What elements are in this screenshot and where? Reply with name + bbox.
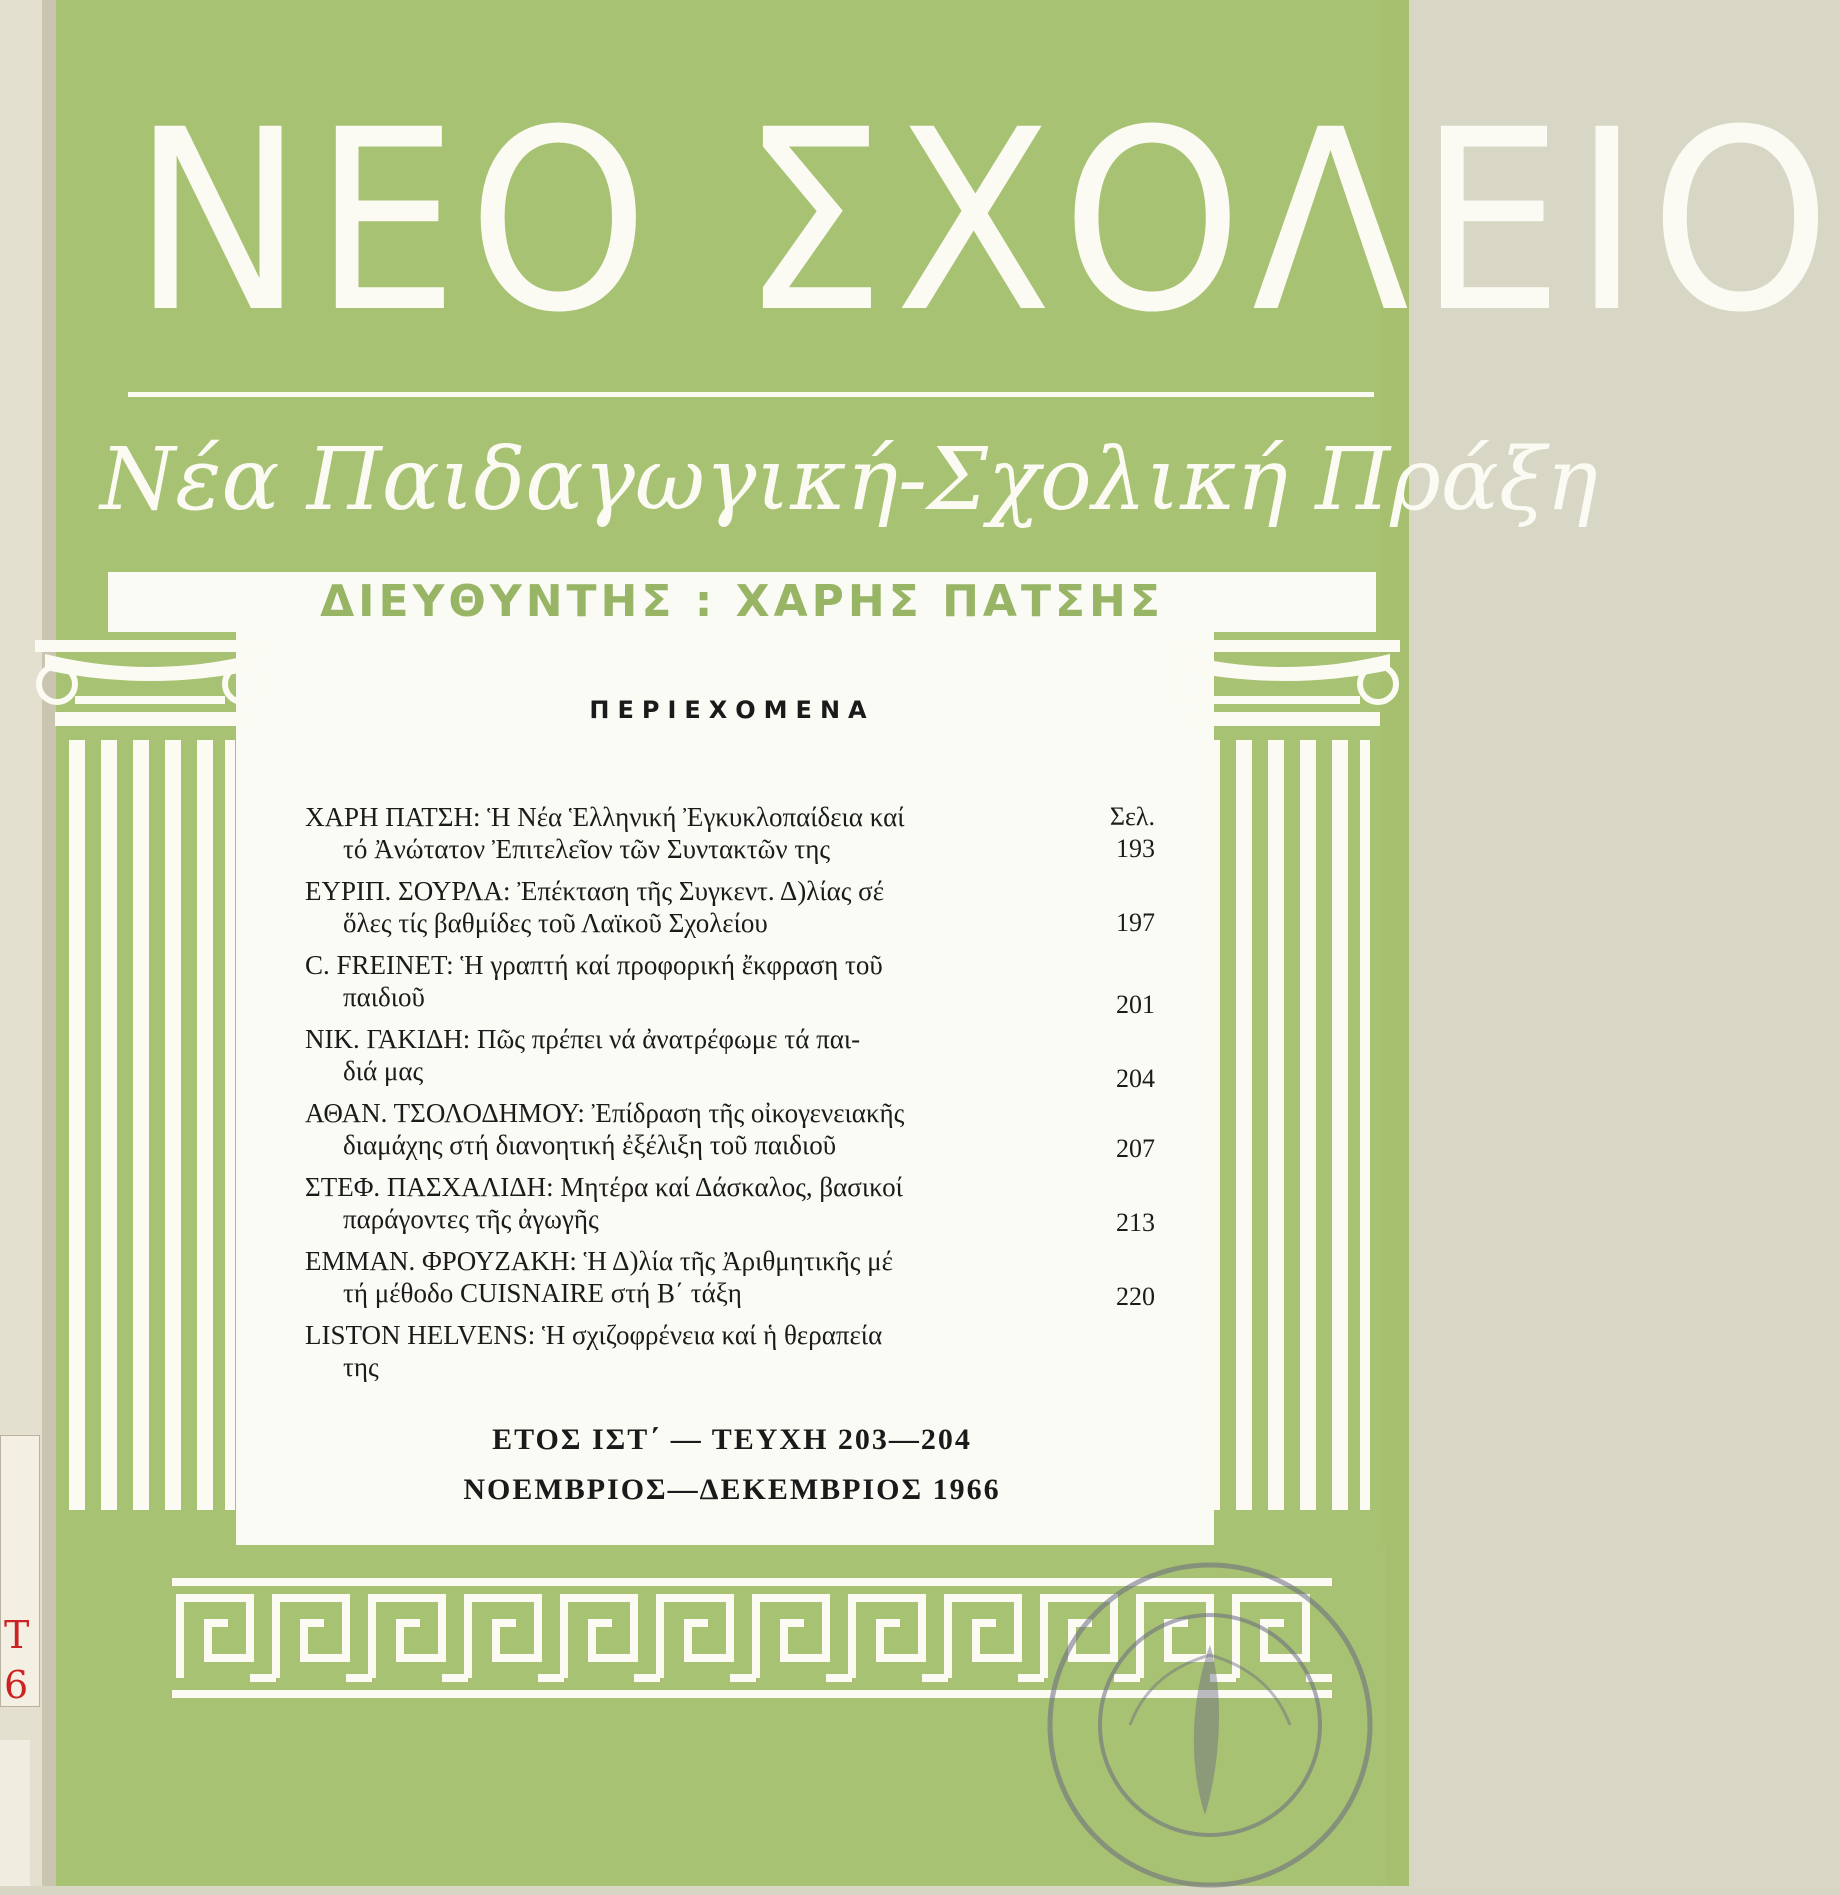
toc-entry-line1: ΕΥΡΙΠ. ΣΟΥΡΛΑ: Ἐπέκταση τῆς Συγκεντ. Δ)λίας σέ xyxy=(305,876,885,906)
toc-entry-line1: ΝΙΚ. ΓΑΚΙΔΗ: Πῶς πρέπει νά ἀνατρέφωμε τά παι- xyxy=(305,1024,861,1054)
table-of-contents xyxy=(305,800,1155,1392)
binding-shadow xyxy=(42,0,56,1886)
director-band xyxy=(108,568,1376,632)
toc-entry xyxy=(305,1244,1155,1318)
column-capital-icon xyxy=(35,640,265,730)
toc-entry xyxy=(305,1022,1155,1096)
toc-entry-page: 193 xyxy=(1116,834,1155,863)
meander-unit xyxy=(468,1598,564,1678)
toc-entry-page: 207 xyxy=(1116,1134,1155,1163)
magazine-title: ΝΕΟ ΣΧΟΛΕΙΟ xyxy=(132,76,1840,367)
magazine-subtitle: Νέα Παιδαγωγική-Σχολική Πράξη xyxy=(100,430,1598,530)
left-ionic-column xyxy=(55,640,245,1510)
column-shaft xyxy=(65,740,235,1510)
right-ionic-column xyxy=(1190,640,1380,1510)
column-shaft xyxy=(1200,740,1370,1510)
toc-entry xyxy=(305,1096,1155,1170)
toc-entry-line2: της xyxy=(343,1352,379,1382)
director-line: ΔΙΕΥΘΥΝΤΗΣ : ΧΑΡΗΣ ΠΑΤΣΗΣ xyxy=(320,576,1164,627)
toc-entry-line1: C. FREINET: Ἡ γραπτή καί προφορική ἔκφραση τοῦ xyxy=(305,950,883,980)
toc-entry-line1: ΕΜΜΑΝ. ΦΡΟΥΖΑΚΗ: Ἡ Δ)λία τῆς Ἀριθμητικῆς μέ xyxy=(305,1246,893,1276)
title-rule xyxy=(128,392,1374,397)
issue-date: ΝΟΕΜΒΡΙΟΣ—ΔΕΚΕΜΒΡΙΟΣ 1966 xyxy=(463,1473,1001,1506)
toc-entry-line1: ΣΤΕΦ. ΠΑΣΧΑΛΙΔΗ: Μητέρα καί Δάσκαλος, βασικοί xyxy=(305,1172,903,1202)
toc-entry xyxy=(305,874,1155,948)
toc-entry-line1: ΑΘΑΝ. ΤΣΟΛΟΔΗΜΟΥ: Ἐπίδραση τῆς οἰκογενειακῆς xyxy=(305,1098,905,1128)
toc-entry-line2: ὅλες τίς βαθμίδες τοῦ Λαϊκοῦ Σχολείου xyxy=(343,908,768,938)
toc-entry-line2: διά μας xyxy=(343,1056,424,1086)
toc-entry-line1: ΧΑΡΗ ΠΑΤΣΗ: Ἡ Νέα Ἑλληνική Ἐγκυκλοπαίδεια καί xyxy=(305,802,905,832)
toc-entry xyxy=(305,1318,1155,1392)
toc-entry-line2: παράγοντες τῆς ἀγωγῆς xyxy=(343,1204,599,1234)
meander-unit xyxy=(948,1598,1044,1678)
toc-entry-line2: τό Ἀνώτατον Ἐπιτελεῖον τῶν Συντακτῶν της xyxy=(343,834,831,864)
library-seal-stamp-icon xyxy=(1035,1555,1385,1895)
contents-heading: ΠΕΡΙΕΧΟΜΕΝΑ xyxy=(589,696,875,724)
toc-entry xyxy=(305,1170,1155,1244)
toc-entry xyxy=(305,948,1155,1022)
meander-unit xyxy=(372,1598,468,1678)
toc-entry-line2: διαμάχης στή διανοητική ἐξέλιξη τοῦ παιδιοῦ xyxy=(343,1130,837,1160)
toc-entry-line2: παιδιοῦ xyxy=(343,982,425,1012)
meander-unit xyxy=(852,1598,948,1678)
toc-entry-page: 204 xyxy=(1116,1064,1155,1093)
library-label-lower xyxy=(0,1740,30,1886)
toc-entry-page: 197 xyxy=(1116,908,1155,937)
issue-number: ΕΤΟΣ ΙΣΤ΄ — ΤΕΥΧΗ 203—204 xyxy=(492,1423,972,1456)
toc-entry-line1: LISTON HELVENS: Ἡ σχιζοφρένεια καί ἡ θεραπεία xyxy=(305,1320,883,1350)
handwritten-shelf-mark: T 6 xyxy=(4,1613,30,1707)
meander-unit xyxy=(276,1598,372,1678)
toc-entry-page: 201 xyxy=(1116,990,1155,1019)
meander-unit xyxy=(180,1598,276,1678)
meander-unit xyxy=(564,1598,660,1678)
toc-entry xyxy=(305,800,1155,874)
page-column-label: Σελ. xyxy=(1109,802,1155,831)
toc-entry-page: 213 xyxy=(1116,1208,1155,1237)
toc-entry-page: 220 xyxy=(1116,1282,1155,1311)
meander-unit xyxy=(756,1598,852,1678)
toc-entry-line2: τή μέθοδο CUISNAIRE στή Β΄ τάξη xyxy=(343,1278,742,1308)
meander-unit xyxy=(660,1598,756,1678)
